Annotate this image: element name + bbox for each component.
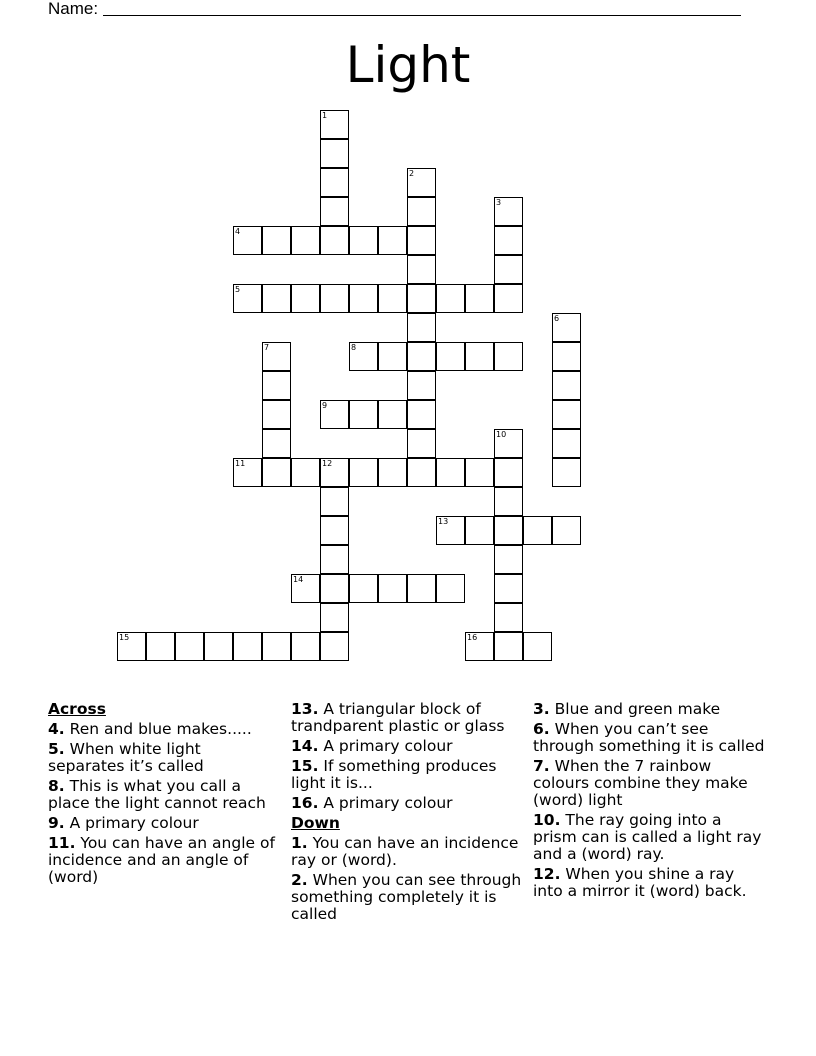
name-line[interactable] [103,15,741,16]
grid-cell[interactable] [233,284,262,313]
cell-number: 6 [554,314,560,323]
clue-down-7: 7. When the 7 rainbow colours combine they make (word) light [533,757,748,809]
cell-number: 12 [322,459,333,468]
clue-down-6: 6. When you can’t see through something it is called [533,720,765,755]
grid-cell[interactable] [233,226,262,255]
clue-across-16: 16. A primary colour [291,794,453,812]
grid-cell[interactable] [552,400,581,429]
cell-number: 16 [467,633,478,642]
grid-cell[interactable] [552,458,581,487]
grid-cell[interactable] [349,400,378,429]
grid-cell[interactable] [262,284,291,313]
grid-cell[interactable] [320,545,349,574]
grid-cell[interactable] [262,400,291,429]
grid-cell[interactable] [233,458,262,487]
grid-cell[interactable] [291,574,320,603]
grid-cell[interactable] [407,168,436,197]
grid-cell[interactable] [320,226,349,255]
cell-number: 9 [322,401,328,410]
grid-cell[interactable] [378,400,407,429]
grid-cell[interactable] [494,487,523,516]
grid-cell[interactable] [436,574,465,603]
grid-cell[interactable] [407,197,436,226]
grid-cell[interactable] [320,110,349,139]
grid-cell[interactable] [320,574,349,603]
grid-cell[interactable] [262,632,291,661]
grid-cell[interactable] [378,458,407,487]
grid-cell[interactable] [465,516,494,545]
across-heading: Across [48,700,106,718]
grid-cell[interactable] [320,168,349,197]
grid-cell[interactable] [436,516,465,545]
grid-cell[interactable] [436,342,465,371]
grid-cell[interactable] [378,342,407,371]
grid-cell[interactable] [320,487,349,516]
grid-cell[interactable] [465,632,494,661]
grid-cell[interactable] [436,458,465,487]
cell-number: 13 [438,517,449,526]
cell-number: 3 [496,198,502,207]
clue-down-2: 2. When you can see through something completely it is called [291,871,522,923]
grid-cell[interactable] [349,284,378,313]
grid-cell[interactable] [407,284,436,313]
clue-across-11: 11. You can have an angle of incidence and an angle of (word) [48,834,275,886]
grid-cell[interactable] [552,516,581,545]
cell-number: 7 [264,343,270,352]
grid-cell[interactable] [320,632,349,661]
cell-number: 1 [322,111,328,120]
page-title: Light [345,36,471,94]
clues-column-2 [291,701,523,926]
grid-cell[interactable] [523,632,552,661]
grid-cell[interactable] [233,632,262,661]
grid-cell[interactable] [146,632,175,661]
grid-cell[interactable] [552,313,581,342]
name-label: Name: [48,0,99,18]
grid-cell[interactable] [320,139,349,168]
cell-number: 8 [351,343,357,352]
grid-cell[interactable] [465,458,494,487]
grid-cell[interactable] [465,342,494,371]
grid-cell[interactable] [262,226,291,255]
grid-cell[interactable] [494,458,523,487]
grid-cell[interactable] [494,545,523,574]
grid-cell[interactable] [494,516,523,545]
clues-column-3 [533,701,765,903]
clue-across-9: 9. A primary colour [48,814,199,832]
grid-cell[interactable] [523,516,552,545]
clue-down-1: 1. You can have an incidence ray or (word). [291,834,519,869]
grid-cell[interactable] [291,458,320,487]
grid-cell[interactable] [262,371,291,400]
grid-cell[interactable] [407,400,436,429]
grid-cell[interactable] [407,429,436,458]
clues-column-1 [48,701,278,889]
grid-cell[interactable] [552,371,581,400]
down-heading: Down [291,814,340,832]
cell-number: 14 [293,575,304,584]
grid-cell[interactable] [204,632,233,661]
grid-cell[interactable] [378,226,407,255]
grid-cell[interactable] [320,197,349,226]
grid-cell[interactable] [349,458,378,487]
grid-cell[interactable] [494,632,523,661]
cell-number: 11 [235,459,246,468]
grid-cell[interactable] [494,342,523,371]
clue-across-14: 14. A primary colour [291,737,453,755]
grid-cell[interactable] [552,429,581,458]
cell-number: 10 [496,430,507,439]
grid-cell[interactable] [291,284,320,313]
grid-cell[interactable] [494,429,523,458]
cell-number: 4 [235,227,241,236]
grid-cell[interactable] [320,603,349,632]
grid-cell[interactable] [378,284,407,313]
cell-number: 2 [409,169,415,178]
clue-down-12: 12. When you shine a ray into a mirror it (word) back. [533,865,747,900]
clue-across-15: 15. If something produces light it is... [291,757,497,792]
grid-cell[interactable] [552,342,581,371]
grid-cell[interactable] [291,226,320,255]
grid-cell[interactable] [407,255,436,284]
grid-cell[interactable] [407,342,436,371]
grid-cell[interactable] [407,226,436,255]
grid-cell[interactable] [436,284,465,313]
grid-cell[interactable] [407,458,436,487]
grid-cell[interactable] [349,342,378,371]
grid-cell[interactable] [378,574,407,603]
grid-cell[interactable] [117,632,146,661]
grid-cell[interactable] [262,458,291,487]
grid-cell[interactable] [407,313,436,342]
grid-cell[interactable] [407,574,436,603]
grid-cell[interactable] [494,603,523,632]
clue-across-4: 4. Ren and blue makes..... [48,720,252,738]
clue-down-10: 10. The ray going into a prism can is called a light ray and a (word) ray. [533,811,762,863]
grid-cell[interactable] [320,516,349,545]
grid-cell[interactable] [349,574,378,603]
clue-across-5: 5. When white light separates it’s called [48,740,204,775]
grid-cell[interactable] [494,574,523,603]
grid-cell[interactable] [320,284,349,313]
clue-down-3: 3. Blue and green make [533,700,721,718]
grid-cell[interactable] [407,371,436,400]
grid-cell[interactable] [262,342,291,371]
grid-cell[interactable] [494,197,523,226]
cell-number: 15 [119,633,130,642]
grid-cell[interactable] [349,226,378,255]
grid-cell[interactable] [262,429,291,458]
grid-cell[interactable] [320,458,349,487]
grid-cell[interactable] [494,255,523,284]
cell-number: 5 [235,285,241,294]
grid-cell[interactable] [494,226,523,255]
grid-cell[interactable] [291,632,320,661]
grid-cell[interactable] [465,284,494,313]
grid-cell[interactable] [175,632,204,661]
clue-across-8: 8. This is what you call a place the light cannot reach [48,777,266,812]
grid-cell[interactable] [320,400,349,429]
clue-across-13: 13. A triangular block of trandparent plastic or glass [291,700,505,735]
grid-cell[interactable] [494,284,523,313]
